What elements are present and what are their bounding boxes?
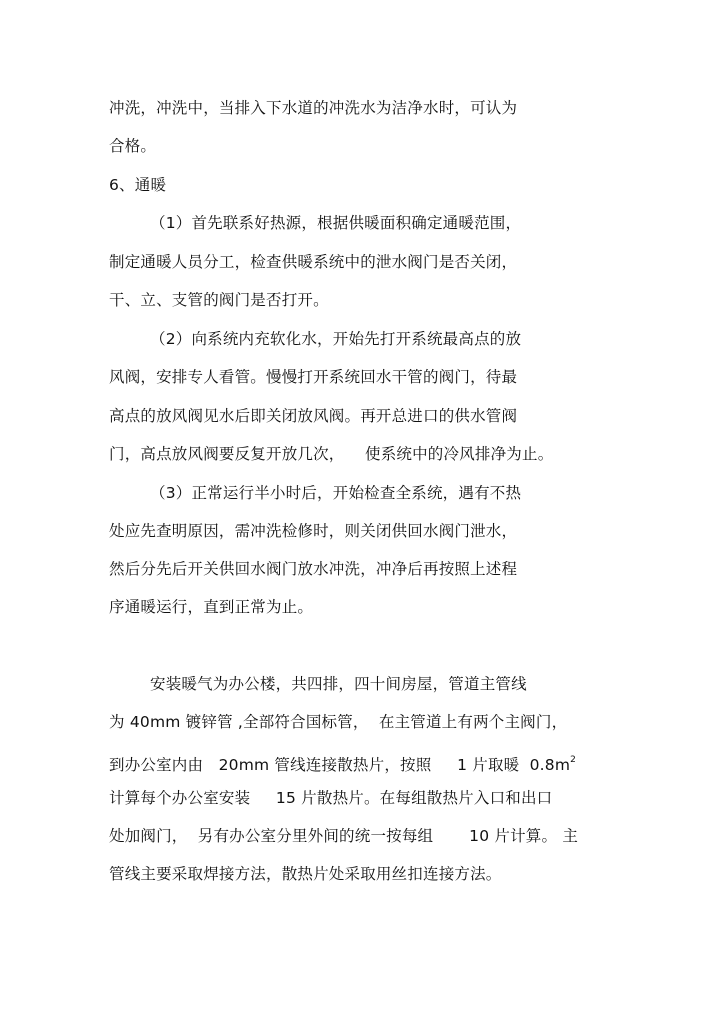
text-line-content: 到办公室内由 20mm 管线连接散热片，按照 1 片取暖 0.8m (109, 756, 571, 774)
text-line: 管线主要采取焊接方法，散热片处采取用丝扣连接方法。 (109, 865, 502, 883)
text-line: 序通暖运行，直到正常为止。 (109, 598, 314, 616)
text-line: 安装暖气为办公楼，共四排，四十间房屋，管道主管线 (150, 675, 527, 693)
section-heading: 6、通暖 (109, 176, 167, 194)
text-line: 然后分先后开关供回水阀门放水冲洗，冲净后再按照上述程 (109, 560, 518, 578)
text-line: （3）正常运行半小时后，开始检查全系统，遇有不热 (150, 484, 522, 502)
text-line: 制定通暖人员分工，检查供暖系统中的泄水阀门是否关闭， (109, 253, 518, 271)
superscript: 2 (570, 755, 577, 765)
text-line: 门，高点放风阀要反复开放几次， 使系统中的冷风排净为止。 (109, 445, 554, 463)
text-line: 处应先查明原因，需冲洗检修时，则关闭供回水阀门泄水， (109, 522, 518, 540)
text-line: （2）向系统内充软化水，开始先打开系统最高点的放 (150, 330, 522, 348)
text-line: 冲洗，冲洗中，当排入下水道的冲洗水为洁净水时，可认为 (109, 99, 518, 117)
text-line: 为 40mm 镀锌管 ,全部符合国标管， 在主管道上有两个主阀门， (109, 713, 568, 731)
text-line: 干、立、支管的阀门是否打开。 (109, 291, 329, 309)
text-line: 合格。 (109, 137, 157, 155)
text-line: （1）首先联系好热源，根据供暖面积确定通暖范围， (150, 214, 522, 232)
text-line: 处加阀门， 另有办公室分里外间的统一按每组 10 片计算。 主 (109, 827, 579, 845)
text-line: 高点的放风阀见水后即关闭放风阀。再开总进口的供水管阀 (109, 407, 518, 425)
text-line: 计算每个办公室安装 15 片散热片。在每组散热片入口和出口 (109, 789, 553, 807)
text-line: 风阀，安排专人看管。慢慢打开系统回水干管的阀门，待最 (109, 368, 518, 386)
text-line (109, 750, 576, 775)
